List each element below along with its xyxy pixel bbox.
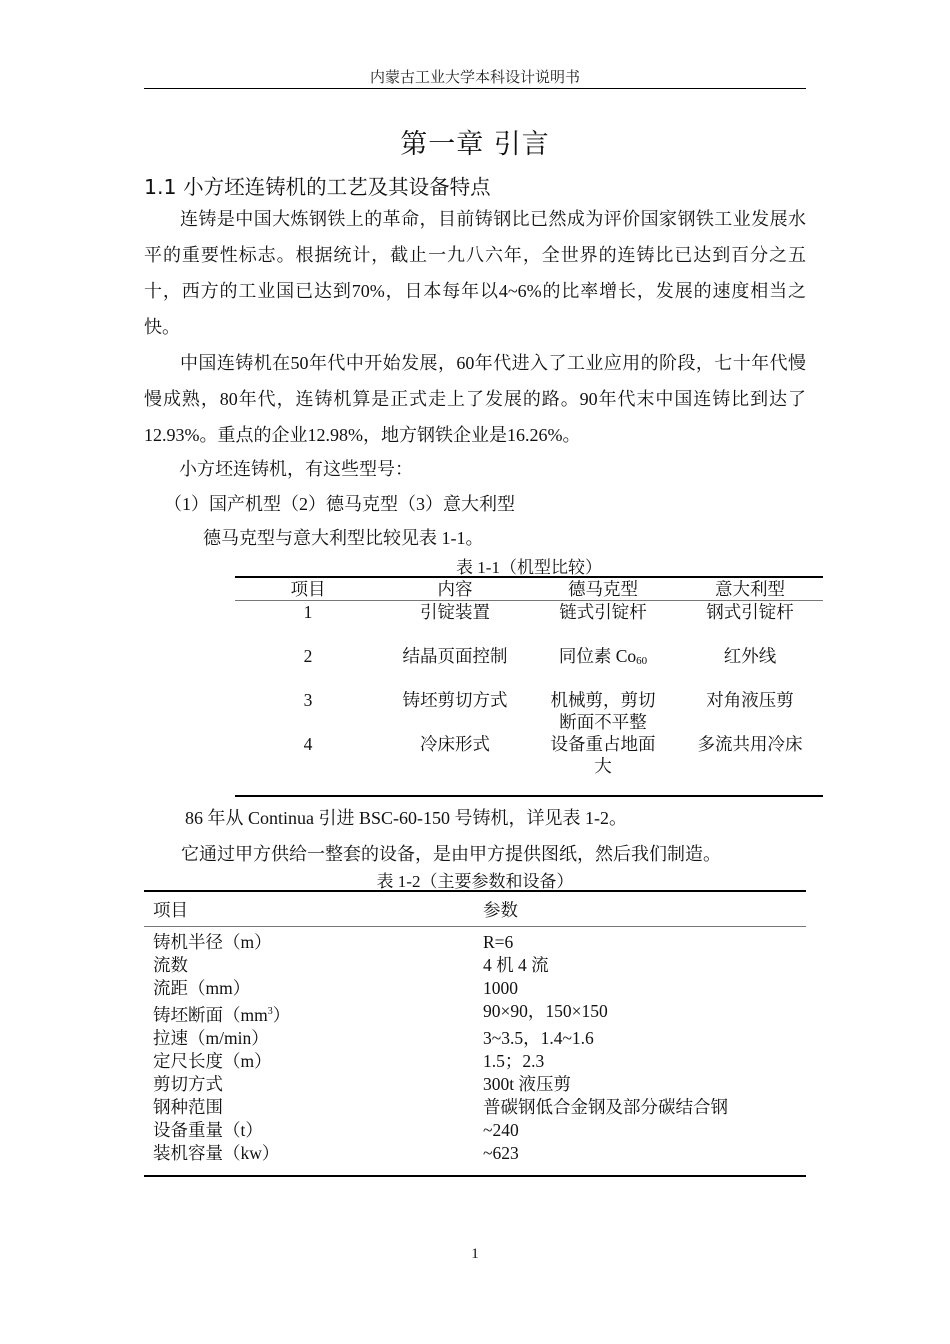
table1-header-cell: 意大利型 bbox=[715, 579, 785, 599]
param-name: 设备重量（t） bbox=[153, 1119, 263, 1140]
param-value: ~623 bbox=[483, 1142, 519, 1163]
table1-header-cell: 项目 bbox=[290, 579, 326, 599]
table-cell: 机械剪，剪切断面不平整 bbox=[550, 690, 656, 732]
param-value: 1000 bbox=[483, 978, 518, 998]
table-row bbox=[144, 1027, 806, 1050]
superscript: 3 bbox=[267, 1006, 273, 1017]
table2 bbox=[144, 890, 806, 1177]
after-table1-line-2: 它通过甲方供给一整套的设备，是由甲方提供图纸，然后我们制造。 bbox=[181, 844, 721, 864]
cell-text: 同位素 Co bbox=[558, 646, 637, 666]
table1-bottom-rule bbox=[235, 795, 823, 797]
param-name-tail: ） bbox=[272, 1004, 291, 1025]
table1-header-cell: 德马克型 bbox=[568, 579, 638, 599]
table2-header-row bbox=[144, 892, 806, 926]
table1-caption: 表 1-1（机型比较） bbox=[456, 558, 602, 577]
table-cell: 钢式引锭杆 bbox=[706, 602, 794, 622]
table-row bbox=[144, 931, 806, 954]
param-name bbox=[144, 1000, 483, 1027]
table1-header-row bbox=[235, 578, 823, 600]
param-value: 1.5；2.3 bbox=[483, 1050, 545, 1071]
param-value: R=6 bbox=[483, 932, 514, 952]
compare-intro: 德马克型与意大利型比较见表 1-1。 bbox=[203, 528, 484, 548]
table-row bbox=[144, 954, 806, 977]
param-value: 90×90，150×150 bbox=[483, 1001, 608, 1021]
param-name: 流数 bbox=[153, 955, 188, 975]
param-name: 剪切方式 bbox=[153, 1073, 223, 1094]
table-row bbox=[144, 1119, 806, 1142]
table-cell bbox=[529, 645, 677, 689]
types-intro: 小方坯连铸机，有这些型号： bbox=[179, 459, 413, 479]
param-name: 定尺长度（m） bbox=[153, 1050, 272, 1071]
param-name: 钢种范围 bbox=[153, 1096, 223, 1117]
table-row bbox=[235, 733, 823, 795]
table-cell: 多流共用冷床 bbox=[697, 734, 803, 754]
section-title: 1.1 小方坯连铸机的工艺及其设备特点 bbox=[144, 175, 491, 199]
subscript: 60 bbox=[636, 655, 648, 667]
table-row bbox=[235, 645, 823, 689]
param-name: 流距（mm） bbox=[153, 978, 251, 998]
table-cell: 对角液压剪 bbox=[706, 690, 794, 710]
param-name-text: 铸坯断面（mm bbox=[153, 1004, 268, 1025]
after-table1-line-1: 86 年从 Continua 引进 BSC-60-150 号铸机，详见表 1-2。 bbox=[185, 808, 628, 828]
table-row bbox=[144, 1096, 806, 1119]
table-cell: 红外线 bbox=[723, 646, 777, 666]
page-number: 1 bbox=[471, 1246, 479, 1262]
param-name: 拉速（m/min） bbox=[153, 1027, 269, 1048]
table-cell: 结晶页面控制 bbox=[402, 646, 508, 666]
types-list: （1）国产机型（2）德马克型（3）意大利型 bbox=[164, 494, 515, 514]
param-value: 300t 液压剪 bbox=[483, 1073, 571, 1094]
table-cell: 2 bbox=[303, 646, 313, 666]
param-name: 铸机半径（m） bbox=[153, 932, 272, 952]
paragraph-1: 连铸是中国大炼钢铁上的革命，目前铸钢比已然成为评价国家钢铁工业发展水平的重要性标志。根据统计，截止一九八六年，全世界的连铸比已达到百分之五十，西方的工业国已达到70%，日本每年以4~6%的比率增长，发展的速度相当之快。 bbox=[144, 209, 806, 337]
table2-header-cell: 项目 bbox=[153, 899, 188, 920]
table1 bbox=[235, 576, 823, 797]
table-cell: 铸坯剪切方式 bbox=[402, 690, 508, 710]
table-cell: 4 bbox=[303, 734, 313, 754]
table-row bbox=[144, 1073, 806, 1096]
table-row bbox=[144, 1000, 806, 1027]
table-cell: 1 bbox=[303, 602, 313, 622]
table-cell: 3 bbox=[303, 690, 313, 710]
table-cell: 冷床形式 bbox=[420, 734, 490, 754]
header-rule bbox=[144, 88, 806, 89]
table-row bbox=[144, 1142, 806, 1165]
table-cell: 链式引锭杆 bbox=[559, 602, 647, 622]
table2-bottom-rule bbox=[144, 1175, 806, 1177]
table-row bbox=[144, 977, 806, 1000]
chapter-title: 第一章 引言 bbox=[400, 129, 550, 160]
param-value: ~240 bbox=[483, 1119, 519, 1140]
table-row bbox=[235, 601, 823, 645]
table1-header-cell: 内容 bbox=[437, 579, 473, 599]
table-row bbox=[144, 1050, 806, 1073]
table-cell: 引锭装置 bbox=[420, 602, 490, 622]
running-header: 内蒙古工业大学本科设计说明书 bbox=[369, 70, 580, 86]
paragraph-2: 中国连铸机在50年代中开始发展，60年代进入了工业应用的阶段，七十年代慢慢成熟，80年代，连铸机算是正式走上了发展的路。90年代末中国连铸比到达了12.93%。重点的企业12.98%，地方钢铁企业是16.26%。 bbox=[144, 353, 806, 445]
table-cell: 设备重占地面大 bbox=[550, 734, 656, 776]
param-name: 装机容量（kw） bbox=[153, 1142, 280, 1163]
param-value: 普碳钢低合金钢及部分碳结合钢 bbox=[483, 1096, 728, 1117]
param-value: 4 机 4 流 bbox=[483, 955, 549, 975]
body-paragraphs bbox=[144, 201, 806, 453]
table2-body bbox=[144, 927, 806, 1175]
table-row bbox=[235, 689, 823, 733]
param-value: 3~3.5，1.4~1.6 bbox=[483, 1027, 594, 1048]
table2-header-cell: 参数 bbox=[483, 899, 518, 920]
table2-caption: 表 1-2（主要参数和设备） bbox=[376, 872, 574, 891]
